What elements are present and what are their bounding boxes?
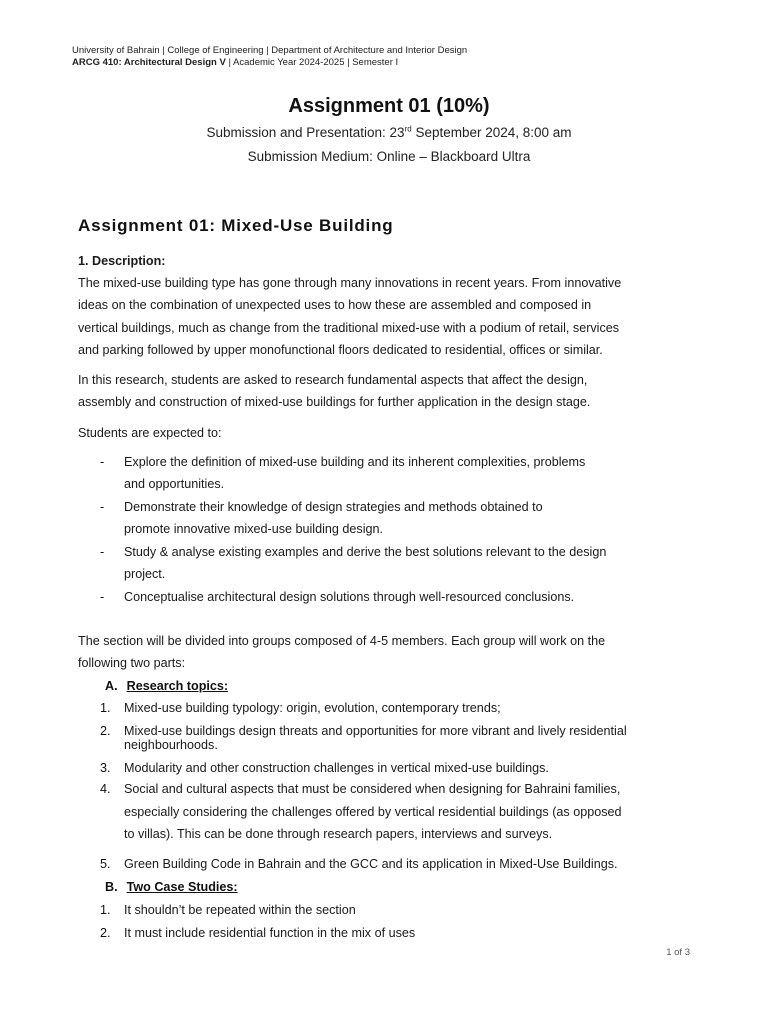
- description-label: 1. Description:: [78, 254, 166, 268]
- course-code: ARCG 410: Architectural Design V: [72, 57, 226, 68]
- description-line: The mixed-use building type has gone through many innovations in recent years. From innovative: [78, 276, 622, 290]
- topic-number: 4.: [100, 782, 111, 796]
- topic-number: 1.: [100, 701, 111, 715]
- assignment-title: Assignment 01 (10%): [288, 95, 490, 117]
- header-institution: University of Bahrain | College of Engineering | Department of Architecture and Interior Design: [72, 45, 468, 56]
- expected-item: Demonstrate their knowledge of design strategies and methods obtained to: [124, 500, 543, 514]
- topic-item: Mixed-use building typology: origin, evolution, contemporary trends;: [124, 701, 501, 715]
- section-a-heading: A. Research topics:: [105, 679, 229, 693]
- page-number: 1 of 3: [666, 947, 690, 958]
- bullet-marker: -: [100, 590, 105, 604]
- expected-intro: Students are expected to:: [78, 426, 222, 440]
- topic-item-cont: especially considering the challenges offered by vertical residential buildings (as opposed: [124, 805, 622, 819]
- bullet-marker: -: [100, 545, 105, 559]
- topic-item-cont: to villas). This can be done through research papers, interviews and surveys.: [124, 827, 553, 841]
- case-number: 1.: [100, 903, 111, 917]
- expected-item-cont: project.: [124, 567, 166, 581]
- topic-number: 2.: [100, 724, 111, 738]
- header-course: [72, 57, 398, 69]
- submission-medium: Submission Medium: Online – Blackboard Ultra: [247, 149, 531, 164]
- bullet-marker: -: [100, 500, 105, 514]
- expected-item: Explore the definition of mixed-use building and its inherent complexities, problems: [124, 455, 586, 469]
- assignment-heading: Assignment 01: Mixed-Use Building: [78, 216, 394, 235]
- groups-line: The section will be divided into groups composed of 4-5 members. Each group will work on the: [78, 634, 606, 648]
- description-line: and parking followed by upper monofunctional floors dedicated to residential, offices or similar.: [78, 343, 603, 357]
- expected-item: Study & analyse existing examples and derive the best solutions relevant to the design: [124, 545, 607, 559]
- topic-number: 3.: [100, 761, 111, 775]
- section-b-heading: B. Two Case Studies:: [105, 880, 238, 894]
- case-item: It must include residential function in the mix of uses: [124, 926, 416, 940]
- case-number: 2.: [100, 926, 111, 940]
- topic-item: Mixed-use buildings design threats and opportunities for more vibrant and lively residential: [124, 724, 627, 738]
- header-course-rest: | Academic Year 2024-2025 | Semester I: [225, 57, 399, 68]
- bullet-marker: -: [100, 455, 105, 469]
- topic-item-cont: neighbourhoods.: [124, 738, 218, 752]
- description-line: vertical buildings, much as change from the traditional mixed-use with a podium of retail, services: [78, 321, 620, 335]
- expected-item-cont: promote innovative mixed-use building design.: [124, 522, 384, 536]
- topic-item: Social and cultural aspects that must be considered when designing for Bahraini families,: [124, 782, 621, 796]
- topic-number: 5.: [100, 857, 111, 871]
- topic-item: Green Building Code in Bahrain and the GCC and its application in Mixed-Use Buildings.: [124, 857, 618, 871]
- expected-item: Conceptualise architectural design solutions through well-resourced conclusions.: [124, 590, 575, 604]
- expected-item-cont: and opportunities.: [124, 477, 225, 491]
- research-line: assembly and construction of mixed-use buildings for further application in the design stage.: [78, 395, 591, 409]
- submission-date: Submission and Presentation: 23rd September 2024, 8:00 am: [206, 124, 572, 140]
- case-item: It shouldn’t be repeated within the section: [124, 903, 356, 917]
- research-line: In this research, students are asked to research fundamental aspects that affect the design,: [78, 373, 588, 387]
- groups-line: following two parts:: [78, 656, 186, 670]
- topic-item: Modularity and other construction challenges in vertical mixed-use buildings.: [124, 761, 549, 775]
- description-line: ideas on the combination of unexpected uses to how these are assembled and composed in: [78, 298, 592, 312]
